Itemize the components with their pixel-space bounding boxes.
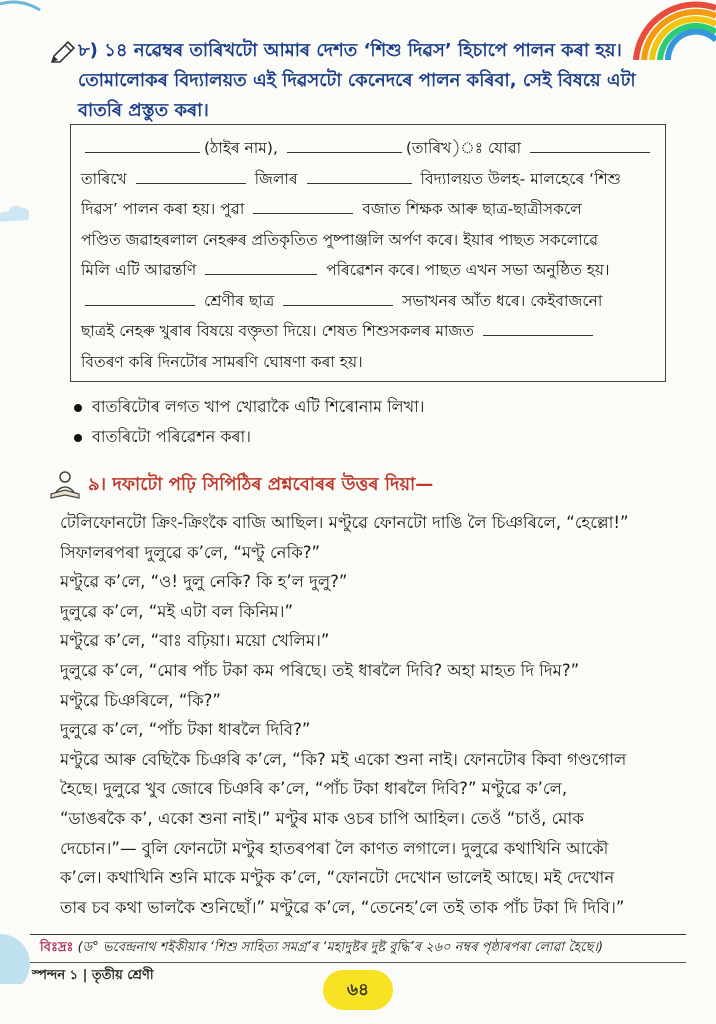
fill-text: (ঠাইৰ নাম),	[204, 139, 278, 157]
blank-date[interactable]	[287, 135, 402, 153]
story-line: দুলুৱে ক’লে, “পাঁচ টকা ধাৰলৈ দিবি?”	[60, 720, 311, 740]
instruction-text: বাতৰিটো পৰিৱেশন কৰা।	[92, 427, 251, 446]
story-line: “ডাঙৰকৈ ক’, একো শুনা নাই।” মণ্টুৰ মাক ওচৰ চাপি আহিল। তেওঁ “চাওঁ, মোক	[60, 808, 584, 828]
story-line: দুলুৱে ক’লে, “মই এটা বল কিনিম।”	[60, 601, 294, 621]
blank-district[interactable]	[307, 166, 412, 184]
fill-text: সভাখনৰ আঁত ধৰে। কেইবাজনো	[402, 291, 603, 310]
story-line: তাৰ চব কথা ভালকৈ শুনিছোঁ।” মণ্টুৱে ক’লে, “তেনেহ’লে তই তাক পাঁচ টকা দি দিবি।”	[60, 897, 625, 917]
blank-place[interactable]	[85, 135, 200, 153]
bottom-divider	[30, 962, 686, 963]
instruction-list	[74, 392, 674, 452]
footer-divider	[30, 934, 686, 935]
fill-text: পৰিৱেশন কৰে। পাছত এখন সভা অনুষ্ঠিত হয়।	[326, 261, 610, 279]
story-line: মণ্টুৱে চিঞৰিলে, “কি?”	[60, 690, 221, 710]
blank-student[interactable]	[283, 288, 393, 306]
fill-text: বিতৰণ কৰি দিনটোৰ সামৰণি ঘোষণা কৰা হয়।	[81, 352, 363, 371]
story-line: টেলিফোনটো ক্ৰিং-ক্ৰিংকৈ বাজি আছিল। মণ্টুৱে ফোনটো দাঙি লৈ চিঞৰিলে, “হেল্লো!”	[60, 513, 629, 532]
blank-class[interactable]	[85, 288, 195, 306]
story-passage	[60, 508, 672, 922]
fill-line-2	[81, 164, 655, 195]
story-line: মণ্টুৱে আৰু বেছিকৈ চিঞৰি ক’লে, “কি? মই একো শুনা নাই। ফোনটোৰ কিবা গণ্ডগোল	[60, 749, 627, 769]
story-line: সিফালৰপৰা দুলুৱে ক’লে, “মণ্টু নেকি?”	[60, 542, 321, 562]
page-number: ৬৪	[323, 970, 393, 1010]
fill-line-1	[81, 133, 655, 164]
book-title: স্পন্দন ১ | তৃতীয় শ্ৰেণী	[32, 968, 154, 983]
fill-line-7	[81, 316, 655, 347]
story-line: দুলুৱে ক’লে, “মোৰ পাঁচ টকা কম পৰিছে। তই ধাৰলৈ দিবি? অহা মাহত দি দিম?”	[60, 660, 580, 680]
note-text: (ড° ভবেন্দ্ৰনাথ শইকীয়াৰ ‘শিশু সাহিত্য সমগ্ৰ’ৰ ‘মহাদুষ্টৰ দুষ্ট বুদ্ধি’ৰ ২৬০ নম্বৰ পৃষ্ঠাৰপৰা লোৱা হৈছে।)	[77, 940, 604, 955]
fill-text: বিদ্যালয়ত উলহ- মালহেৰে ‘শিশু	[420, 169, 622, 188]
instruction-text: বাতৰিটোৰ লগত খাপ খোৱাকৈ এটি শিৰোনাম লিখা।	[92, 397, 425, 416]
blank-song[interactable]	[205, 257, 317, 275]
fill-text: ছাত্ৰই নেহৰু খুৰাৰ বিষয়ে বক্তৃতা দিয়ে। শেষত শিশুসকলৰ মাজত	[81, 322, 475, 340]
instruction-item	[74, 392, 674, 422]
fill-text: দিৱস’ পালন কৰা হয়। পুৱা	[81, 200, 245, 218]
question-9-header	[48, 470, 688, 502]
fill-line-8	[81, 347, 655, 378]
fill-text: (তাৰিখ)ঃ যোৱা	[405, 139, 522, 157]
fill-line-3	[81, 194, 655, 225]
pencil-icon	[48, 38, 78, 68]
blank-day[interactable]	[530, 135, 650, 153]
question-8-text	[78, 36, 684, 126]
blank-time[interactable]	[253, 196, 353, 214]
fill-text: শ্ৰেণীৰ ছাত্ৰ	[203, 291, 275, 310]
fill-text: জিলাৰ	[254, 169, 298, 188]
bullet-icon	[74, 434, 82, 442]
blank-date-2[interactable]	[136, 166, 246, 184]
question-9-title: ৯। দফাটো পঢ়ি সিপিঠিৰ প্ৰশ্নবোৰৰ উত্তৰ দিয়া—	[88, 474, 434, 495]
note-label: বিঃদ্ৰঃ	[40, 940, 74, 955]
fill-text: তাৰিখে	[81, 169, 127, 188]
reading-child-icon	[48, 470, 82, 500]
story-line: হৈছে। দুলুৱে খুব জোৰে চিঞৰি ক’লে, “পাঁচ টকা ধাৰলৈ দিবি?” মণ্টুৱে ক’লে,	[60, 779, 568, 799]
question-8-number: ৮)	[78, 40, 98, 61]
fill-text: বজাত শিক্ষক আৰু ছাত্ৰ-ছাত্ৰীসকলে	[362, 200, 582, 218]
story-line: মণ্টুৱে ক’লে, “ও! দুলু নেকি? কি হ’ল দুলু?”	[60, 572, 348, 592]
instruction-item	[74, 422, 674, 452]
fill-line-6	[81, 286, 655, 317]
fill-line-4	[81, 225, 655, 256]
source-note	[40, 938, 700, 959]
fill-text: পণ্ডিত জৱাহৰলাল নেহৰুৰ প্ৰতিকৃতিত পুষ্পাঞ্জলি অৰ্পণ কৰে। ইয়াৰ পাছত সকলোৱে	[81, 230, 599, 249]
news-fill-in-box	[70, 124, 666, 382]
fill-text: মিলি এটি আৱন্তণি	[81, 261, 197, 279]
story-line: দেচোন।”— বুলি ফোনটো মণ্টুৰ হাতৰপৰা লৈ কাণত লগালে। দুলুৱে কথাখিনি আকৌ	[60, 838, 609, 858]
fill-line-5	[81, 255, 655, 286]
story-line: মণ্টুৱে ক’লে, “বাঃ বঢ়িয়া। ময়ো খেলিম।”	[60, 631, 330, 651]
question-8-prompt: ১৪ নৱেম্বৰ তাৰিখটো আমাৰ দেশত ‘শিশু দিৱস’ হিচাপে পালন কৰা হয়। তোমালোকৰ বিদ্যালয়ত এই দিৱসটো কেনেদৰে পালন কৰিবা, সেই বিষয়ে এটা বাতৰি প্ৰস্তুত কৰা।	[78, 40, 636, 121]
story-line: ক’লে। কথাখিনি শুনি মাকে মণ্টুক ক’লে, “ফোনটো দেখোন ভালেই আছে। মই দেখোন	[60, 868, 615, 888]
blank-item[interactable]	[483, 318, 593, 336]
bullet-icon	[74, 404, 82, 412]
cloud-decoration	[0, 200, 32, 230]
question-8	[48, 36, 684, 126]
top-left-decoration	[0, 0, 60, 30]
